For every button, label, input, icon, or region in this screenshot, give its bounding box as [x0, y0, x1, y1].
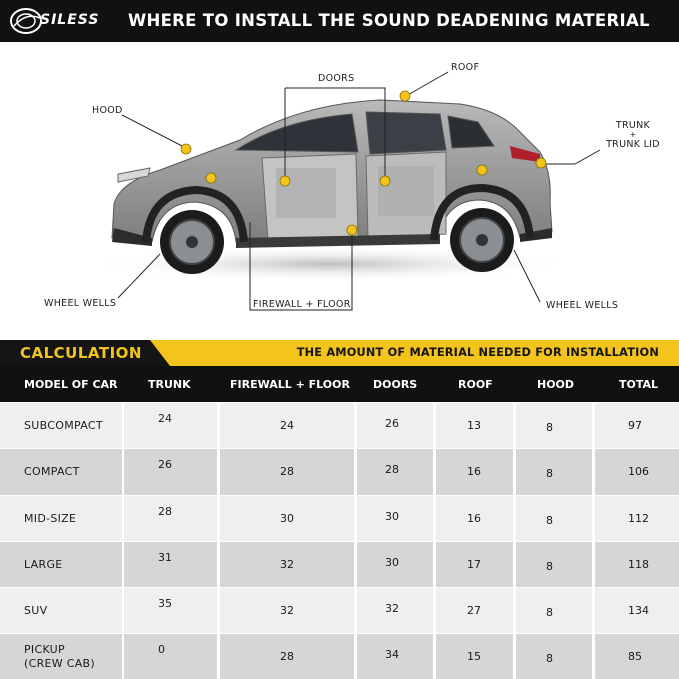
cell-value: 134: [628, 604, 649, 617]
model-name: [24, 419, 103, 433]
label-trunk-line1: TRUNK: [615, 120, 651, 131]
label-hood: HOOD: [92, 105, 123, 116]
cell-value: 85: [628, 650, 642, 663]
model-cell: [0, 588, 122, 633]
cell-value: 31: [158, 551, 172, 564]
cell-value: 26: [385, 417, 399, 430]
cell-value: 27: [467, 604, 481, 617]
value-cell: [516, 634, 592, 679]
header-roof: ROOF: [458, 378, 493, 391]
model-name: [24, 465, 80, 479]
label-wheel-wells-right: WHEEL WELLS: [546, 300, 619, 311]
cell-value: 30: [385, 556, 399, 569]
table-row: [0, 449, 679, 495]
cell-value: 0: [158, 643, 165, 656]
cell-value: 28: [280, 650, 294, 663]
cell-value: 30: [280, 512, 294, 525]
label-trunk-plus: +: [629, 130, 637, 139]
page-title: WHERE TO INSTALL THE SOUND DEADENING MATERIAL: [128, 11, 650, 30]
value-cell: [516, 496, 592, 541]
cell-value: 8: [546, 560, 553, 573]
cell-value: 8: [546, 467, 553, 480]
table-row: [0, 403, 679, 448]
cell-value: 26: [158, 458, 172, 471]
car-illustration: [0, 42, 679, 338]
header-model: MODEL OF CAR: [24, 378, 118, 391]
cell-value: 32: [385, 602, 399, 615]
model-name-line1: SUV: [24, 604, 48, 617]
cell-value: 15: [467, 650, 481, 663]
calculation-title: CALCULATION: [20, 344, 142, 362]
value-cell: [516, 449, 592, 495]
value-cell: [516, 542, 592, 587]
value-cell: [124, 588, 217, 633]
cell-value: 35: [158, 597, 172, 610]
label-doors: DOORS: [318, 73, 355, 84]
model-name: [24, 558, 63, 572]
cell-value: 24: [280, 419, 294, 432]
cell-value: 8: [546, 652, 553, 665]
table-row: [0, 588, 679, 633]
model-name-line1: MID-SIZE: [24, 512, 77, 525]
value-cell: [516, 588, 592, 633]
header-bar: [0, 0, 679, 42]
cell-value: 8: [546, 421, 553, 434]
calculation-subtitle: THE AMOUNT OF MATERIAL NEEDED FOR INSTALLATION: [296, 346, 659, 359]
model-name-line1: LARGE: [24, 558, 63, 571]
value-cell: [124, 403, 217, 448]
model-name-line1: COMPACT: [24, 465, 80, 478]
logo-text: SILESS: [40, 12, 100, 28]
calculation-band: [0, 340, 679, 366]
value-cell: [516, 403, 592, 448]
cell-value: 112: [628, 512, 649, 525]
cell-value: 28: [385, 463, 399, 476]
model-name-line2: (CREW CAB): [24, 657, 95, 670]
header-doors: DOORS: [373, 378, 418, 391]
cell-value: 97: [628, 419, 642, 432]
label-roof: ROOF: [451, 62, 480, 73]
label-trunk-line2: TRUNK LID: [606, 139, 660, 150]
label-trunk: [600, 120, 666, 150]
cell-value: 16: [467, 465, 481, 478]
cell-value: 34: [385, 648, 399, 661]
cell-value: 30: [385, 510, 399, 523]
table-header: [0, 366, 679, 402]
material-table: [0, 366, 679, 679]
cell-value: 32: [280, 558, 294, 571]
header-total: TOTAL: [619, 378, 659, 391]
table-row: [0, 496, 679, 541]
model-name: [24, 604, 47, 618]
cell-value: 13: [467, 419, 481, 432]
cell-value: 8: [546, 514, 553, 527]
model-name: [24, 643, 95, 671]
header-firewall-floor: FIREWALL + FLOOR: [230, 378, 350, 391]
model-name: [24, 512, 76, 526]
header-hood: HOOD: [537, 378, 575, 391]
value-cell: [124, 496, 217, 541]
table-row: [0, 634, 679, 679]
label-wheel-wells-left: WHEEL WELLS: [44, 298, 117, 309]
cell-value: 106: [628, 465, 649, 478]
model-name-line1: SUBCOMPACT: [24, 419, 103, 432]
model-name-line1: PICKUP: [24, 643, 65, 656]
interior-panel-rear: [378, 166, 434, 216]
rear-window: [366, 112, 446, 154]
table-row: [0, 542, 679, 587]
car-diagram: [0, 42, 679, 338]
value-cell: [124, 449, 217, 495]
cell-value: 32: [280, 604, 294, 617]
cell-value: 28: [158, 505, 172, 518]
cell-value: 8: [546, 606, 553, 619]
cell-value: 118: [628, 558, 649, 571]
value-cell: [124, 634, 217, 679]
header-trunk: TRUNK: [148, 378, 191, 391]
cell-value: 16: [467, 512, 481, 525]
cell-value: 28: [280, 465, 294, 478]
cell-value: 24: [158, 412, 172, 425]
label-firewall-floor: FIREWALL + FLOOR: [253, 299, 351, 310]
cell-value: 17: [467, 558, 481, 571]
value-cell: [124, 542, 217, 587]
